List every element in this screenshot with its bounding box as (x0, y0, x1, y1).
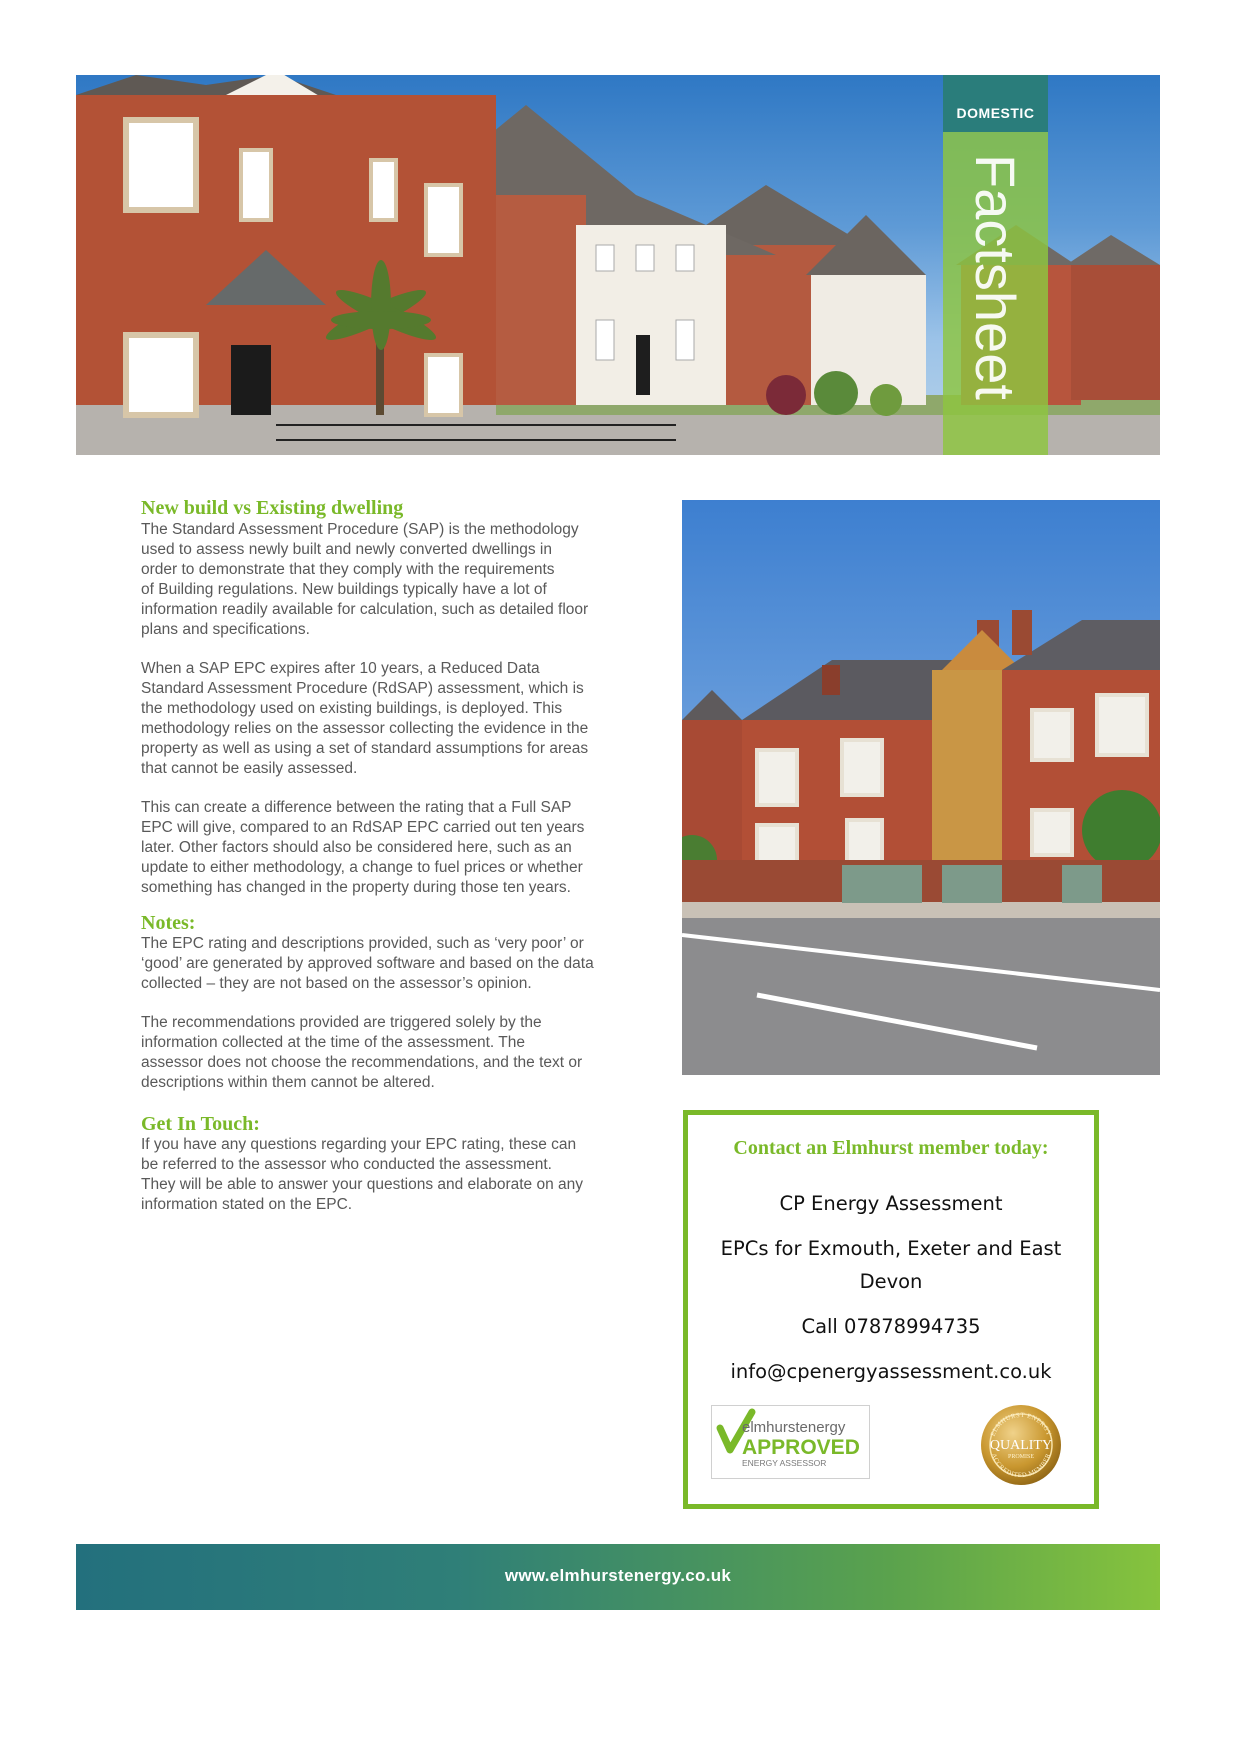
badge-brand: elmhurstenergy (742, 1419, 846, 1436)
seal-sub: PROMISE (1007, 1454, 1035, 1460)
text-line: property as well as using a set of standard assumptions for areas (141, 740, 589, 757)
text-line: EPC will give, compared to an RdSAP EPC carried out ten years (141, 819, 585, 836)
paragraph-difference (141, 798, 641, 898)
badge-role: ENERGY ASSESSOR (742, 1458, 827, 1468)
contact-box (683, 1110, 1099, 1509)
contact-title: Contact an Elmhurst member today: (733, 1137, 1049, 1159)
section-get-in-touch (141, 1113, 641, 1215)
email-address[interactable]: info@cpenergyassessment.co.uk (730, 1360, 1052, 1383)
text-line: ‘good’ are generated by approved software and based on the data (141, 955, 594, 972)
seal-ring-top: ELMHURST ENERGY (989, 1411, 1053, 1438)
phone-number[interactable]: Call 07878994735 (801, 1315, 981, 1338)
text-line: information stated on the EPC. (141, 1196, 353, 1213)
approved-badge-graphic (712, 1406, 869, 1478)
quality-promise-seal (979, 1403, 1063, 1487)
paragraph-rdsap (141, 659, 641, 779)
service-area (718, 1232, 1064, 1298)
text-line: collected – they are not based on the assessor’s opinion. (141, 975, 532, 992)
text-line: something has changed in the property during those ten years. (141, 879, 571, 896)
text-line: plans and specifications. (141, 621, 310, 638)
service-area-line-1: EPCs for Exmouth, Exeter and East (720, 1237, 1062, 1260)
text-line: Standard Assessment Procedure (RdSAP) assessment, which is (141, 680, 584, 697)
section-new-build (141, 497, 641, 898)
heading-new-build: New build vs Existing dwelling (141, 497, 404, 519)
service-area-line-2: Devon (859, 1270, 923, 1293)
text-line: that cannot be easily assessed. (141, 760, 358, 777)
factsheet-strip (943, 132, 1048, 455)
text-line: information collected at the time of the assessment. The (141, 1034, 525, 1051)
text-line: order to demonstrate that they comply with the requirements (141, 561, 555, 578)
text-line: The Standard Assessment Procedure (SAP) is the methodology (141, 521, 579, 538)
text-line: descriptions within them cannot be altered. (141, 1074, 435, 1091)
badge-status: APPROVED (742, 1436, 860, 1459)
paragraph-recommendations (141, 1013, 641, 1093)
text-line: assessor does not choose the recommendations, and the text or (141, 1054, 583, 1071)
seal-ring-bottom: ACCREDITED MEMBER (989, 1452, 1053, 1480)
text-line: information readily available for calculation, such as detailed floor (141, 601, 589, 618)
paragraph-epc-rating (141, 934, 641, 994)
street-illustration (682, 500, 1160, 1075)
domestic-tag (943, 75, 1048, 132)
text-line: This can create a difference between the rating that a Full SAP (141, 799, 572, 816)
section-notes (141, 912, 641, 1093)
footer-bar (76, 1544, 1160, 1610)
text-line: be referred to the assessor who conducted the assessment. (141, 1156, 552, 1173)
footer-url-link[interactable]: www.elmhurstenergy.co.uk (504, 1566, 732, 1585)
text-line: later. Other factors should also be considered here, such as an (141, 839, 572, 856)
text-line: If you have any questions regarding your EPC rating, these can (141, 1136, 577, 1153)
company-name: CP Energy Assessment (779, 1192, 1003, 1215)
paragraph-get-in-touch (141, 1135, 641, 1215)
text-line: the methodology used on existing buildings, is deployed. This (141, 700, 563, 717)
paragraph-sap (141, 520, 641, 640)
elmhurst-approved-badge (711, 1405, 870, 1479)
factsheet-tag (943, 75, 1048, 455)
heading-get-in-touch: Get In Touch: (141, 1113, 260, 1135)
text-line: When a SAP EPC expires after 10 years, a Reduced Data (141, 660, 540, 677)
text-line: update to either methodology, a change to fuel prices or whether (141, 859, 583, 876)
heading-notes: Notes: (141, 912, 196, 934)
text-line: of Building regulations. New buildings typically have a lot of (141, 581, 547, 598)
domestic-label: DOMESTIC (956, 105, 1035, 121)
text-line: methodology relies on the assessor collecting the evidence in the (141, 720, 589, 737)
text-line: The EPC rating and descriptions provided, such as ‘very poor’ or (141, 935, 584, 952)
factsheet-label: Factsheet (964, 154, 1027, 400)
text-line: used to assess newly built and newly converted dwellings in (141, 541, 552, 558)
text-line: They will be able to answer your questions and elaborate on any (141, 1176, 584, 1193)
text-line: The recommendations provided are triggered solely by the (141, 1014, 542, 1031)
quality-seal-graphic (979, 1403, 1063, 1487)
seal-word: QUALITY (989, 1438, 1053, 1453)
street-photo (682, 500, 1160, 1075)
